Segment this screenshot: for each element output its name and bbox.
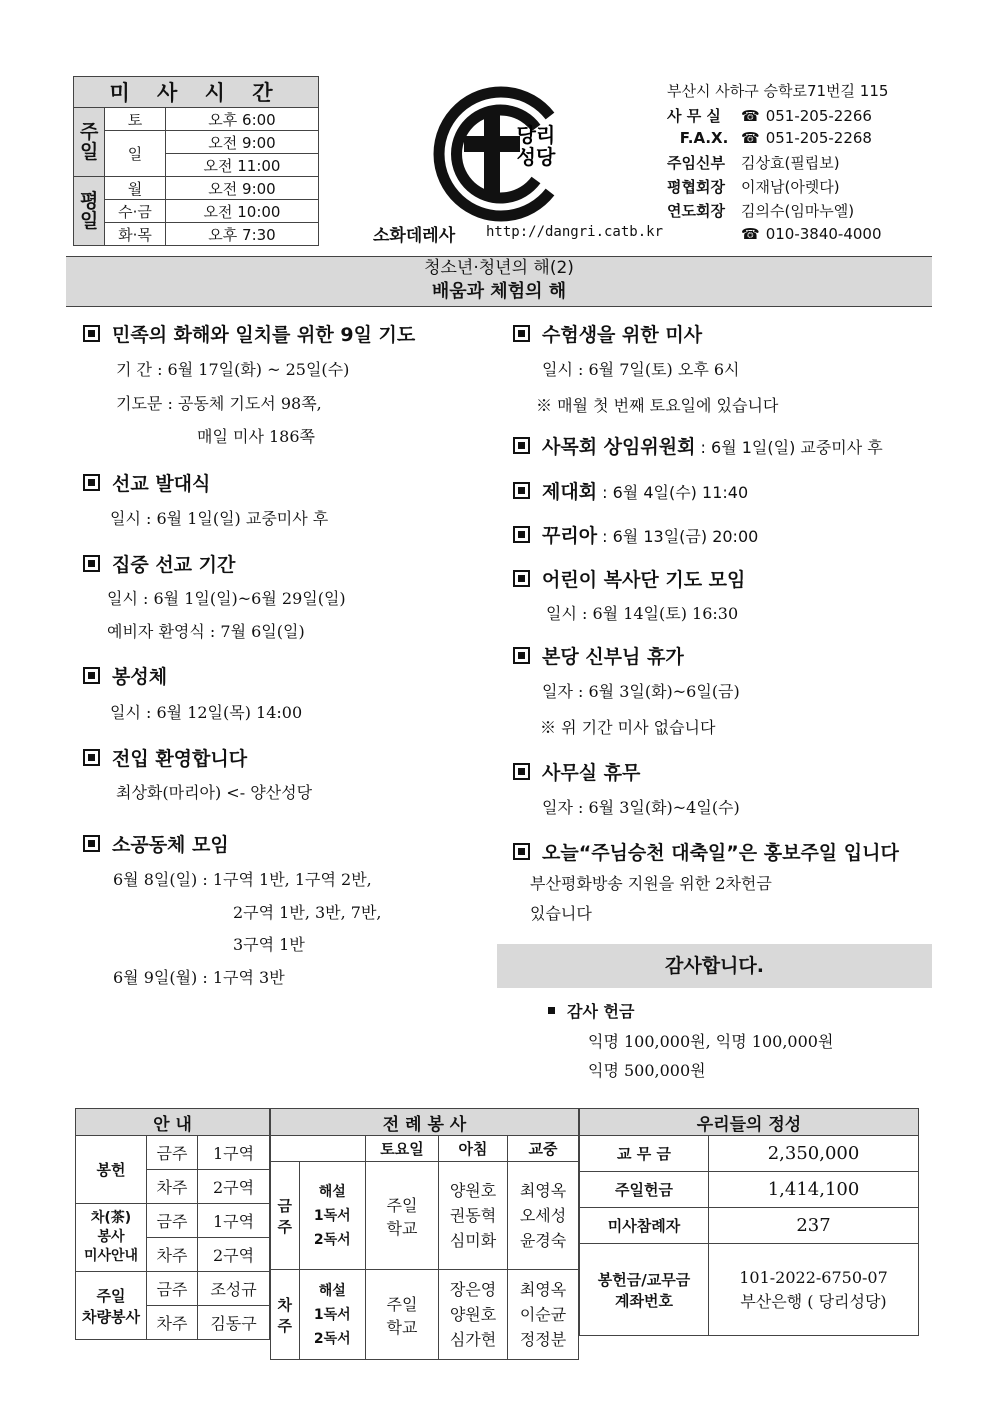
- council-info: 평협회장 이재남(아렛다): [667, 178, 840, 196]
- thanks-line: 익명 100,000원, 익명 100,000원: [588, 1032, 834, 1051]
- week-label: 금 주: [271, 1162, 300, 1270]
- checkbox-icon: [83, 749, 100, 766]
- offering-label: 주일헌금: [580, 1172, 709, 1208]
- parish-logo: [432, 84, 572, 224]
- priest-info: 주임신부 김상효(필립보): [667, 154, 840, 172]
- offering-title: 우리들의 정성: [580, 1109, 919, 1136]
- notice-heading: 오늘“주님승천 대축일”은 홍보주일 입니다: [513, 838, 899, 865]
- year-theme-banner: [66, 256, 932, 307]
- notice-line: 일시 : 6월 7일(토) 오후 6시: [542, 360, 740, 379]
- mass-time: 오전 10:00: [166, 200, 319, 223]
- notice-line: 일시 : 6월 14일(토) 16:30: [546, 604, 739, 623]
- liturgy-roles: 해설 1독서 2독서: [299, 1162, 366, 1270]
- checkbox-icon: [513, 843, 530, 860]
- liturgy-roles: 해설 1독서 2독서: [299, 1270, 366, 1360]
- liturgy-col-header: 아침: [439, 1136, 508, 1162]
- notice-heading: 어린이 복사단 기도 모임: [513, 565, 745, 592]
- mass-day: 토: [105, 108, 166, 131]
- notice-heading: 사무실 휴무: [513, 758, 640, 785]
- checkbox-icon: [83, 325, 100, 342]
- guide-value: 2구역: [198, 1170, 270, 1204]
- notice-line: 예비자 환영식 : 7월 6일(일): [107, 622, 305, 641]
- mass-times-table: [73, 76, 319, 246]
- mass-day: 수·금: [105, 200, 166, 223]
- notice-line: 일시 : 6월 1일(일) 교중미사 후: [110, 509, 329, 528]
- guide-value: 김동구: [198, 1306, 270, 1340]
- parish-website-link[interactable]: http://dangri.catb.kr: [486, 224, 664, 240]
- address: 부산시 사하구 승학로71번길 115: [667, 82, 889, 100]
- offering-label: 교 무 금: [580, 1136, 709, 1172]
- week-label: 차주: [147, 1238, 198, 1272]
- notice-line: 일시 : 6월 12일(목) 14:00: [110, 703, 303, 722]
- guide-value: 1구역: [198, 1204, 270, 1238]
- banner-line-2: 배움과 체험의 해: [431, 281, 567, 302]
- office-contact: 사 무 실 ☎ 051-205-2266: [667, 107, 872, 125]
- notice-heading: 본당 신부님 휴가: [513, 642, 684, 669]
- notice-line: 6월 8일(일) : 1구역 1반, 1구역 2반,: [113, 870, 372, 889]
- guide-group: 주일 차량봉사: [76, 1272, 147, 1340]
- notice-line: 2구역 1반, 3반, 7반,: [233, 903, 382, 922]
- notice-heading: 꾸리아 : 6월 13일(금) 20:00: [513, 521, 758, 548]
- checkbox-icon: [83, 667, 100, 684]
- liturgy-value: 주일 학교: [366, 1162, 439, 1270]
- offering-value: 2,350,000: [709, 1136, 919, 1172]
- notice-heading: 수험생을 위한 미사: [513, 320, 702, 347]
- liturgy-value: 장은영 양원호 심가현: [439, 1270, 508, 1360]
- notice-line: 있습니다: [530, 904, 592, 923]
- week-label: 차주: [147, 1170, 198, 1204]
- notice-heading: 사목회 상임위원회 : 6월 1일(일) 교중미사 후: [513, 432, 883, 459]
- liturgy-value: 양원호 권동혁 심미화: [439, 1162, 508, 1270]
- mass-time: 오후 6:00: [166, 108, 319, 131]
- fax-contact: F.A.X. ☎ 051-205-2268: [679, 129, 872, 147]
- guide-group: 봉헌: [76, 1136, 147, 1204]
- week-label: 금주: [147, 1272, 198, 1306]
- liturgy-value: 최영옥 오세성 윤경숙: [508, 1162, 579, 1270]
- parish-patron-name: 소화데레사: [373, 226, 456, 246]
- mass-times-title: 미 사 시 간: [74, 77, 319, 108]
- notice-line: 일시 : 6월 1일(일)~6월 29일(일): [107, 589, 346, 608]
- thanks-line: 익명 500,000원: [588, 1061, 706, 1080]
- mass-time: 오후 7:30: [166, 223, 319, 246]
- offering-label: 봉헌금/교무금 계좌번호: [580, 1244, 709, 1336]
- sunday-label: 주일: [74, 108, 105, 177]
- notice-heading: 소공동체 모임: [83, 830, 229, 857]
- notice-line: ※ 위 기간 미사 없습니다: [540, 718, 716, 737]
- offering-value: 1,414,100: [709, 1172, 919, 1208]
- offering-table: [579, 1108, 919, 1336]
- notice-line: 매일 미사 186쪽: [197, 427, 315, 446]
- checkbox-icon: [83, 474, 100, 491]
- phone-icon: ☎: [741, 107, 760, 125]
- bank-account: 101-2022-6750-07 부산은행 ( 당리성당): [709, 1244, 919, 1336]
- weekday-label: 평일: [74, 177, 105, 246]
- week-label: 차주: [147, 1306, 198, 1340]
- phone-icon: ☎: [741, 225, 760, 243]
- mass-time: 오전 11:00: [166, 154, 319, 177]
- liturgy-col-header: 교중: [508, 1136, 579, 1162]
- mass-day: 화·목: [105, 223, 166, 246]
- thanks-banner: 감사합니다.: [497, 944, 932, 988]
- notice-heading: 전입 환영합니다: [83, 744, 247, 771]
- notice-line: 일자 : 6월 3일(화)~6일(금): [542, 682, 740, 701]
- guide-title: 안 내: [76, 1109, 270, 1136]
- checkbox-icon: [513, 763, 530, 780]
- notice-heading: 민족의 화해와 일치를 위한 9일 기도: [83, 320, 415, 347]
- notice-line: 부산평화방송 지원을 위한 2차헌금: [530, 874, 772, 893]
- checkbox-icon: [513, 325, 530, 342]
- mass-day: 일: [105, 131, 166, 177]
- notice-line: ※ 매월 첫 번째 토요일에 있습니다: [536, 396, 779, 415]
- notice-heading: 선교 발대식: [83, 469, 210, 496]
- notice-line: 일자 : 6월 3일(화)~4일(수): [542, 798, 740, 817]
- notice-line: 6월 9일(월) : 1구역 3반: [113, 968, 285, 987]
- offering-label: 미사참례자: [580, 1208, 709, 1244]
- banner-line-1: 청소년·청년의 해(2): [424, 258, 574, 278]
- liturgy-col-header: 토요일: [366, 1136, 439, 1162]
- mass-time: 오전 9:00: [166, 131, 319, 154]
- checkbox-icon: [83, 555, 100, 572]
- bullet-icon: [548, 1007, 555, 1014]
- mass-day: 월: [105, 177, 166, 200]
- notice-line: 기 간 : 6월 17일(화) ~ 25일(수): [116, 360, 350, 379]
- guide-table: [75, 1108, 270, 1340]
- league-phone: ☎ 010-3840-4000: [741, 225, 882, 243]
- notice-line: 기도문 : 공동체 기도서 98쪽,: [116, 394, 322, 413]
- liturgy-value: 주일 학교: [366, 1270, 439, 1360]
- checkbox-icon: [513, 437, 530, 454]
- svg-text:당리: 당리: [516, 123, 556, 147]
- league-info: 연도회장 김의수(임마누엘): [667, 202, 855, 220]
- notice-line: 최상화(마리아) <- 양산성당: [116, 783, 313, 802]
- guide-value: 2구역: [198, 1238, 270, 1272]
- week-label: 차 주: [271, 1270, 300, 1360]
- week-label: 금주: [147, 1136, 198, 1170]
- checkbox-icon: [513, 570, 530, 587]
- liturgy-title: 전 례 봉 사: [271, 1109, 579, 1136]
- svg-text:성당: 성당: [516, 145, 556, 169]
- thanks-offering-heading: 감사 헌금: [548, 999, 634, 1022]
- mass-time: 오전 9:00: [166, 177, 319, 200]
- guide-value: 조성규: [198, 1272, 270, 1306]
- checkbox-icon: [513, 482, 530, 499]
- checkbox-icon: [513, 526, 530, 543]
- notice-heading: 집중 선교 기간: [83, 550, 235, 577]
- checkbox-icon: [513, 647, 530, 664]
- phone-icon: ☎: [741, 129, 760, 147]
- notice-line: 3구역 1반: [233, 935, 305, 954]
- checkbox-icon: [83, 835, 100, 852]
- liturgy-value: 최영옥 이순균 정정분: [508, 1270, 579, 1360]
- notice-heading: 봉성체: [83, 662, 167, 689]
- guide-value: 1구역: [198, 1136, 270, 1170]
- offering-value: 237: [709, 1208, 919, 1244]
- liturgy-table: [270, 1108, 579, 1360]
- week-label: 금주: [147, 1204, 198, 1238]
- guide-group: 차(茶) 봉사 미사안내: [76, 1204, 147, 1272]
- notice-heading: 제대회 : 6월 4일(수) 11:40: [513, 477, 748, 504]
